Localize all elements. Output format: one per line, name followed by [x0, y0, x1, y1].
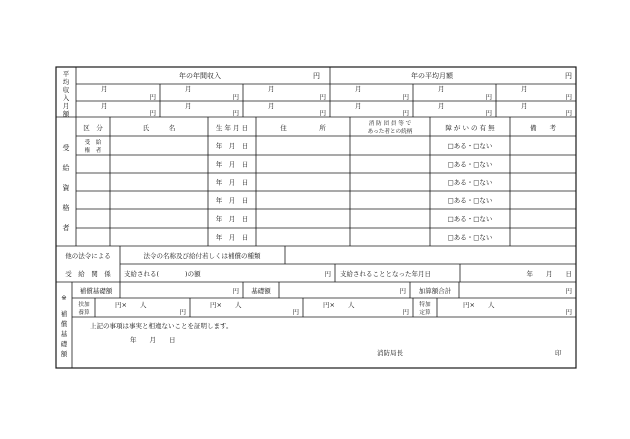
svg-text:均: 均 [62, 78, 70, 86]
recipient-label-2: 権 者 [84, 148, 102, 154]
special-label-1: 特加 [419, 302, 431, 308]
svg-text:入: 入 [62, 94, 70, 102]
month-yen: 円 [149, 93, 156, 101]
month-yen: 円 [232, 109, 239, 117]
header-remarks: 備 考 [530, 124, 556, 132]
other-law-label: 他の法令による [65, 252, 111, 260]
header-birth: 生 年 月 日 [215, 124, 249, 132]
month-yen: 円 [402, 109, 409, 117]
certification-seal: 印 [555, 349, 562, 357]
law-name-label: 法令の名称及び給付若しくは補償の種類 [143, 252, 261, 260]
month-label: 月 [268, 102, 275, 110]
svg-text:基: 基 [60, 330, 68, 338]
annual-income-label: 年の年間収入 [179, 72, 221, 80]
special-label-2: 定算 [419, 310, 431, 316]
dependent-addition-cells [115, 298, 410, 317]
birth-date-cell: 年 月 日 [215, 215, 249, 223]
disability-choice[interactable]: □ある・□ない [447, 215, 493, 223]
svg-text:償: 償 [60, 320, 68, 328]
month-yen: 円 [319, 109, 326, 117]
paid-amount-yen: 円 [324, 270, 331, 278]
dependent-yen-times-person: 円× 人 [323, 301, 355, 309]
disability-choice[interactable]: □ある・□ない [447, 142, 493, 150]
paid-date-ymd: 年 月 日 [526, 270, 572, 278]
compensation-side-label [61, 294, 68, 358]
month-label: 月 [355, 85, 362, 93]
month-yen: 円 [149, 109, 156, 117]
month-label: 月 [268, 85, 275, 93]
month-label: 月 [438, 102, 445, 110]
month-yen: 円 [402, 93, 409, 101]
base-label: 補償基礎額 [79, 287, 113, 295]
svg-text:者: 者 [62, 224, 70, 232]
month-label: 月 [185, 85, 192, 93]
dependent-yen: 円 [402, 308, 409, 316]
svg-text:資: 資 [62, 184, 70, 192]
month-yen: 円 [232, 93, 239, 101]
month-label: 月 [521, 85, 528, 93]
svg-text:給: 給 [62, 164, 70, 172]
header-name: 氏 名 [142, 124, 176, 132]
certification-date: 年 月 日 [130, 336, 176, 344]
birth-date-cell: 年 月 日 [215, 233, 249, 242]
month-yen: 円 [565, 93, 572, 101]
month-yen: 円 [565, 109, 572, 117]
dependent-yen: 円 [179, 308, 186, 316]
addition-total-yen: 円 [565, 287, 572, 295]
special-yen-times-person: 円× 人 [463, 301, 495, 309]
certification-statement: 上記の事項は事実と相違ないことを証明します。 [90, 322, 233, 330]
month-yen: 円 [485, 109, 492, 117]
monthly-avg-yen: 円 [565, 72, 572, 80]
disability-choice[interactable]: □ある・□ない [447, 160, 493, 169]
special-yen: 円 [565, 308, 572, 316]
beneficiary-rows [76, 141, 576, 242]
dependent-label-2: 養算 [78, 310, 90, 316]
header-category: 区 分 [83, 124, 103, 132]
birth-date-cell: 年 月 日 [215, 142, 249, 150]
month-label: 月 [355, 102, 362, 110]
dependent-label-1: 扶加 [78, 302, 90, 308]
svg-text:月: 月 [62, 102, 70, 110]
income-side-label [63, 70, 70, 118]
birth-date-cell: 年 月 日 [215, 196, 249, 205]
birth-date-cell: 年 月 日 [215, 160, 249, 169]
svg-text:礎: 礎 [60, 340, 68, 348]
basic-yen: 円 [399, 287, 406, 295]
paid-date-label: 支給されることとなった年月日 [340, 270, 431, 278]
annual-income-yen: 円 [313, 72, 320, 80]
svg-text:補: 補 [60, 310, 68, 318]
month-label: 月 [185, 102, 192, 110]
svg-text:平: 平 [62, 70, 70, 78]
month-label: 月 [101, 102, 108, 110]
month-yen: 円 [485, 93, 492, 101]
recipient-label-1: 受 給 [84, 140, 102, 146]
dependent-yen-times-person: 円× 人 [115, 301, 147, 309]
disability-choice[interactable]: □ある・□ない [447, 196, 493, 205]
monthly-avg-label: 年の平均月額 [411, 72, 453, 80]
month-label: 月 [438, 85, 445, 93]
month-label: 月 [521, 102, 528, 110]
basic-label: 基礎額 [251, 287, 271, 295]
header-address: 住 所 [280, 124, 326, 132]
addition-total-label: 加算額合計 [418, 287, 452, 295]
month-yen: 円 [319, 93, 326, 101]
header-relation-2: あった者との続柄 [367, 129, 413, 135]
paid-amount-label: 支給される( )の額 [124, 270, 201, 278]
svg-text:受: 受 [62, 144, 70, 152]
month-label: 月 [101, 85, 108, 93]
header-disability: 障 が い の 有 無 [445, 124, 495, 132]
dependent-yen-times-person: 円× 人 [210, 301, 242, 309]
svg-text:額: 額 [60, 350, 68, 358]
base-yen: 円 [232, 287, 239, 295]
svg-text:収: 収 [62, 86, 70, 94]
other-law-label-2: 受 給 関 係 [65, 270, 111, 278]
disability-choice[interactable]: □ある・□ない [447, 233, 493, 242]
svg-text:額: 額 [62, 110, 70, 118]
birth-date-cell: 年 月 日 [215, 178, 249, 187]
certification-signer: 消防局長 [377, 349, 403, 357]
disability-choice[interactable]: □ある・□ない [447, 178, 493, 187]
beneficiary-side-label [63, 143, 71, 232]
dependent-yen: 円 [292, 308, 299, 316]
svg-text:※: ※ [61, 294, 67, 302]
header-relation-1: 消 防 団 員 等 で [368, 121, 412, 127]
svg-text:格: 格 [62, 204, 70, 212]
